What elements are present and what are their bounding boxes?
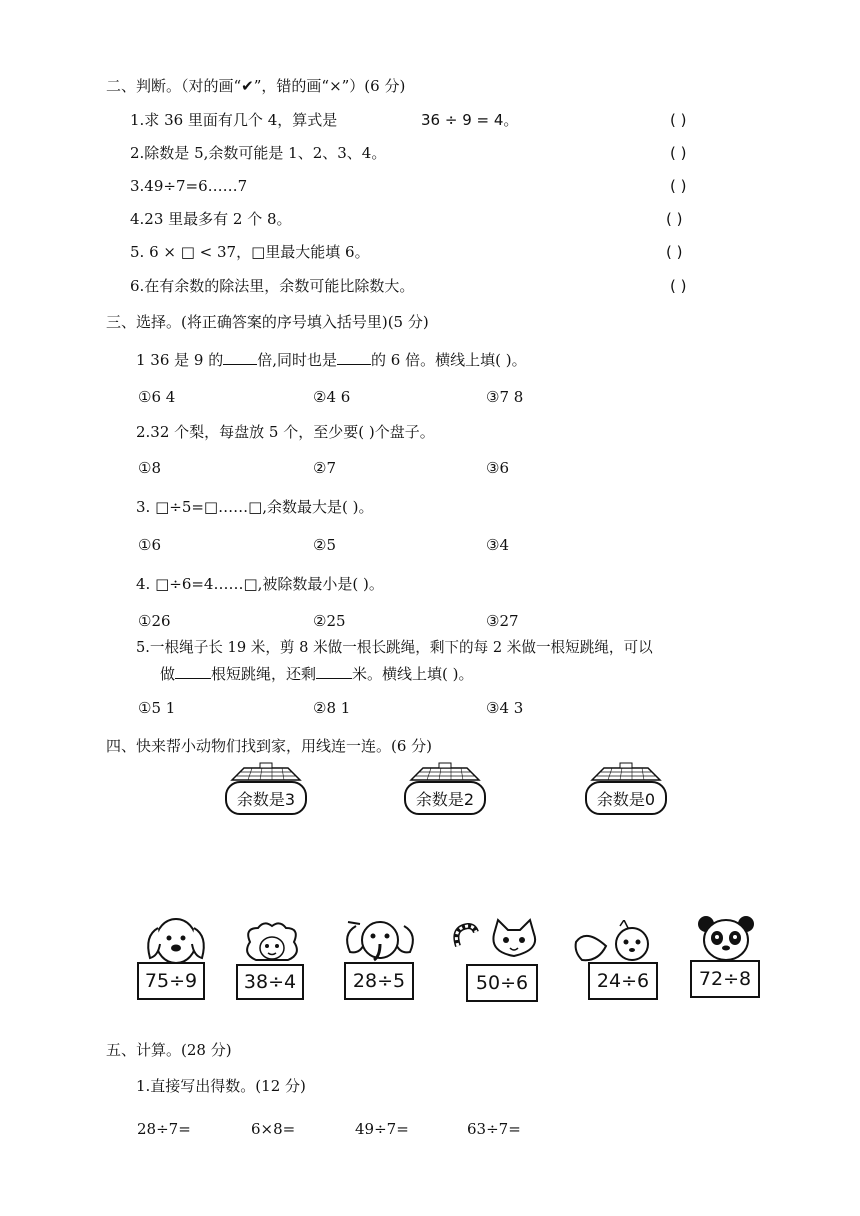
- judge-answer-1[interactable]: ( ): [670, 111, 687, 129]
- q1-option-1[interactable]: ①6 4: [138, 388, 176, 406]
- choice-q5-line2: 做 根短跳绳，还剩 米。横线上填( )。: [160, 665, 474, 683]
- house-roof-icon: [582, 762, 670, 818]
- judge-answer-4[interactable]: ( ): [666, 210, 683, 228]
- animal-card-sheep[interactable]: 38÷4: [236, 964, 304, 1000]
- calc-item-4[interactable]: 63÷7=: [467, 1120, 521, 1138]
- house-label: 余数是0: [596, 790, 656, 809]
- q1-option-3[interactable]: ③7 8: [486, 388, 524, 406]
- choice-q5-line1: 5.一根绳子长 19 米，剪 8 米做一根长跳绳，剩下的每 2 米做一根短跳绳，可以: [136, 639, 653, 656]
- q3-option-2[interactable]: ②5: [313, 536, 336, 554]
- q3-option-3[interactable]: ③4: [486, 536, 509, 554]
- judge-answer-6[interactable]: ( ): [670, 277, 687, 295]
- house-label: 余数是2: [415, 790, 475, 809]
- section2-title: 二、判断。（对的画“✔”，错的画“×”）(6 分): [106, 77, 406, 95]
- house-remainder-0[interactable]: [582, 762, 670, 818]
- section5-title: 五、计算。(28 分): [106, 1041, 232, 1059]
- blank-line[interactable]: [337, 350, 371, 365]
- calc-item-2[interactable]: 6×8=: [251, 1120, 296, 1138]
- q2-option-2[interactable]: ②7: [313, 459, 336, 477]
- section4-title: 四、快来帮小动物们找到家，用线连一连。(6 分): [106, 737, 433, 755]
- house-label: 余数是3: [236, 790, 296, 809]
- choice-q1: 1 36 是 9 的 倍,同时也是 的 6 倍。横线上填( )。: [136, 351, 527, 369]
- animal-card-cat[interactable]: 50÷6: [466, 964, 538, 1002]
- calc-item-1[interactable]: 28÷7=: [137, 1120, 191, 1138]
- q5-option-2[interactable]: ②8 1: [313, 699, 351, 717]
- house-roof-icon: [222, 762, 310, 818]
- judge-item-6: 6.在有余数的除法里，余数可能比除数大。: [130, 277, 415, 295]
- house-remainder-2[interactable]: [401, 762, 489, 818]
- animal-card-dog[interactable]: 75÷9: [137, 962, 205, 1000]
- section3-title: 三、选择。(将正确答案的序号填入括号里)(5 分): [106, 313, 429, 331]
- judge-answer-2[interactable]: ( ): [670, 144, 687, 162]
- judge-item-4: 4.23 里最多有 2 个 8。: [130, 210, 292, 228]
- q5-option-1[interactable]: ①5 1: [138, 699, 176, 717]
- choice-q2: 2.32 个梨，每盘放 5 个，至少要( )个盘子。: [136, 423, 435, 441]
- q4-option-3[interactable]: ③27: [486, 612, 519, 630]
- judge-item-1: 1.求 36 里面有几个 4，算式是: [130, 111, 338, 129]
- judge-item-5: 5. 6 × □ < 37，□里最大能填 6。: [130, 243, 370, 261]
- q5-option-3[interactable]: ③4 3: [486, 699, 524, 717]
- q2-option-3[interactable]: ③6: [486, 459, 509, 477]
- animal-card-squirrel[interactable]: 24÷6: [588, 962, 658, 1000]
- q4-option-2[interactable]: ②25: [313, 612, 346, 630]
- blank-line[interactable]: [223, 350, 257, 365]
- section5-sub1: 1.直接写出得数。(12 分): [136, 1077, 306, 1095]
- house-roof-icon: [401, 762, 489, 818]
- q2-option-1[interactable]: ①8: [138, 459, 161, 477]
- judge-item-2: 2.除数是 5,余数可能是 1、2、3、4。: [130, 144, 387, 162]
- q4-option-1[interactable]: ①26: [138, 612, 171, 630]
- judge-answer-5[interactable]: ( ): [666, 243, 683, 261]
- animal-card-panda[interactable]: 72÷8: [690, 960, 760, 998]
- q1-option-2[interactable]: ②4 6: [313, 388, 351, 406]
- judge-item-3: 3.49÷7=6……7: [130, 177, 248, 195]
- house-remainder-3[interactable]: [222, 762, 310, 818]
- calc-item-3[interactable]: 49÷7=: [355, 1120, 409, 1138]
- q3-option-1[interactable]: ①6: [138, 536, 161, 554]
- judge-answer-3[interactable]: ( ): [670, 177, 687, 195]
- choice-q4: 4. □÷6=4……□,被除数最小是( )。: [136, 575, 384, 593]
- judge-item-1-formula: 36 ÷ 9 = 4。: [421, 111, 519, 129]
- blank-line[interactable]: [316, 664, 352, 679]
- animal-card-elephant[interactable]: 28÷5: [344, 962, 414, 1000]
- blank-line[interactable]: [175, 664, 211, 679]
- choice-q3: 3. □÷5=□……□,余数最大是( )。: [136, 498, 374, 516]
